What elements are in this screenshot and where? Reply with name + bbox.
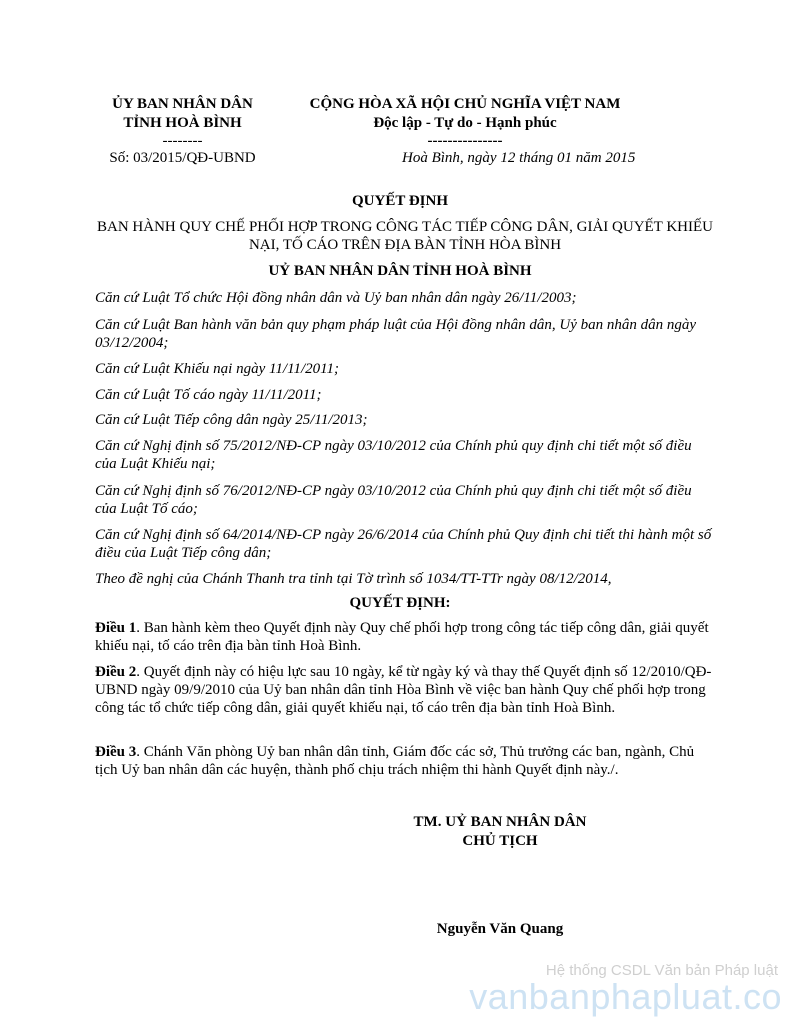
preamble-item: Căn cứ Nghị định số 64/2014/NĐ-CP ngày 26/6/2014 của Chính phủ Quy định chi tiết thi hành một số điều của Luật Tiếp công dân; [95,527,712,561]
article [95,743,720,779]
preamble-item: Căn cứ Luật Tổ chức Hội đồng nhân dân và Uỷ ban nhân dân ngày 26/11/2003; [95,290,577,306]
org-line-2: TỈNH HOÀ BÌNH [123,115,242,131]
issuer-heading: UỶ BAN NHÂN DÂN TỈNH HOÀ BÌNH [268,263,532,279]
signature-position: CHỦ TỊCH [462,833,538,849]
preamble-item: Căn cứ Luật Khiếu nại ngày 11/11/2011; [95,361,339,377]
article-text: . Chánh Văn phòng Uỷ ban nhân dân tỉnh, Giám đốc các sở, Thủ trưởng các ban, ngành, Chủ tịch Uỷ ban nhân dân các huyện, thành phố chịu trách nhiệm thi hành Quyết định này./. [95,744,695,778]
article-label: Điều 1 [95,620,137,636]
national-motto: Độc lập - Tự do - Hạnh phúc [373,115,557,131]
motto-separator: --------------- [427,133,503,149]
preamble-item: Căn cứ Luật Ban hành văn bản quy phạm pháp luật của Hội đồng nhân dân, Uỷ ban nhân dân ngày 03/12/2004; [95,317,697,351]
preamble-item: Căn cứ Luật Tố cáo ngày 11/11/2011; [95,387,322,403]
preamble-item: Căn cứ Nghị định số 75/2012/NĐ-CP ngày 03/10/2012 của Chính phủ quy định chi tiết một số điều của Luật Khiếu nại; [95,438,692,472]
preamble-item: Căn cứ Nghị định số 76/2012/NĐ-CP ngày 03/10/2012 của Chính phủ quy định chi tiết một số điều của Luật Tố cáo; [95,483,692,517]
decision-heading: QUYẾT ĐỊNH: [349,595,451,611]
signature-title: TM. UỶ BAN NHÂN DÂN [413,814,587,830]
article [95,663,720,717]
issuing-org [95,95,270,149]
nation-name: CỘNG HÒA XÃ HỘI CHỦ NGHĨA VIỆT NAM [309,96,621,112]
document-number: Số: 03/2015/QĐ-UBND [109,150,256,166]
document-subject: BAN HÀNH QUY CHẾ PHỐI HỢP TRONG CÔNG TÁC TIẾP CÔNG DÂN, GIẢI QUYẾT KHIẾU NẠI, TỐ CÁO TRÊN ĐỊA BÀN TỈNH HÒA BÌNH [97,219,713,253]
signature-block [390,813,610,851]
article-text: . Ban hành kèm theo Quyết định này Quy chế phối hợp trong công tác tiếp công dân, giải quyết khiếu nại, tố cáo trên địa bàn tỉnh Hoà Bình. [95,620,709,654]
org-separator: -------- [162,133,203,149]
preamble-item: Theo đề nghị của Chánh Thanh tra tỉnh tại Tờ trình số 1034/TT-TTr ngày 08/12/2014, [95,571,612,587]
watermark-site: vanbanphapluat.co [469,976,782,1017]
place-date: Hoà Bình, ngày 12 tháng 01 năm 2015 [402,150,636,166]
article [95,619,720,655]
article-text: . Quyết định này có hiệu lực sau 10 ngày, kể từ ngày ký và thay thế Quyết định số 12/2010/QĐ-UBND ngày 09/9/2010 của Uỷ ban nhân dân tỉnh Hòa Bình về việc ban hành Quy chế phối hợp trong công tác tổ chức tiếp công dân, giải quyết khiếu nại, tố cáo trên địa bàn tỉnh Hoà Bình. [95,664,712,716]
article-label: Điều 3 [95,744,137,760]
signer-name: Nguyễn Văn Quang [436,921,564,937]
national-heading [290,95,640,149]
preamble-item: Căn cứ Luật Tiếp công dân ngày 25/11/2013; [95,412,368,428]
watermark-caption: Hệ thống CSDL Văn bản Pháp luật [545,962,778,979]
document-type: QUYẾT ĐỊNH [352,193,448,209]
article-label: Điều 2 [95,664,137,680]
org-line-1: ỦY BAN NHÂN DÂN [112,96,253,112]
